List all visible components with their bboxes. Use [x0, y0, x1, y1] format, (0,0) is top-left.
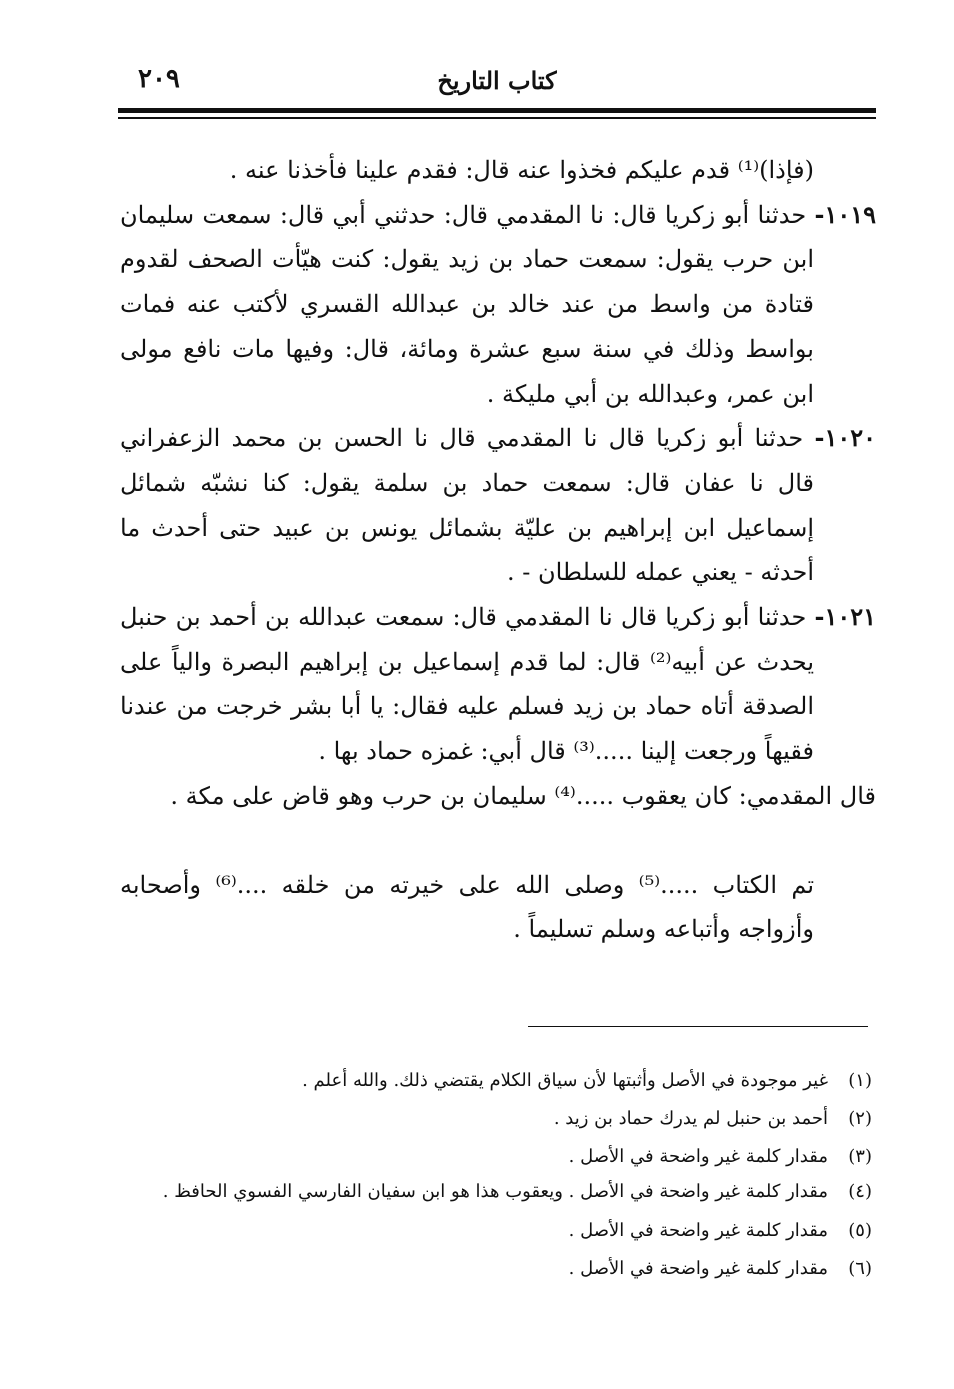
footnote-3 [110, 1138, 872, 1176]
footnote-1 [110, 1062, 872, 1100]
footnote-text: مقدار كلمة غير واضحة في الأصل . [568, 1146, 828, 1167]
closing-text: تم الكتاب .....⁽⁵⁾ وصلى الله على خيرته من خلقه ....⁽⁶⁾ وأصحابه وأزواجه وأتباعه وسلم تسليماً . [120, 870, 815, 944]
footnote-6 [110, 1250, 872, 1288]
footnote-number: (٢) [848, 1108, 872, 1129]
footnote-text: أحمد بن حنبل لم يدرك حماد بن زيد . [553, 1108, 828, 1129]
page-header [118, 64, 876, 100]
footnote-2 [110, 1100, 872, 1138]
page-number: ٢٠٩ [138, 64, 180, 94]
entry-text: حدثنا أبو زكريا قال نا المقدمي قال نا الحسن بن محمد الزعفراني قال نا عفان قال: سمعت حماد بن سلمة يقول: كنا نشبّه شمائل إسماعيل ابن إبراهيم بن عليّة بشمائل يونس بن عبيد حتى أحدث ما أحدثه - يعني عمله للسلطان - . [120, 424, 814, 587]
opening-line: (فإذا)⁽¹⁾ قدم عليكم فخذوا عنه قال: فقدم علينا فأخذنا عنه . [229, 156, 814, 184]
footnote-number: (١) [848, 1070, 872, 1091]
footnote-number: (٥) [848, 1220, 872, 1241]
footnote-number: (٣) [848, 1146, 872, 1167]
footnote-text: غير موجودة في الأصل وأثبتها لأن سياق الكلام يقتضي ذلك. والله أعلم . [302, 1070, 828, 1091]
running-title: كتاب التاريخ [437, 66, 557, 95]
entry-text: حدثنا أبو زكريا قال: نا المقدمي قال: حدثني أبي قال: سمعت سليمان ابن حرب يقول: سمعت حماد بن زيد يقول: كنت هيّأت الصحف لقدوم قتادة من واسط من عند خالد بن عبدالله القسري لأكتب عنه فمات بواسط وذلك في سنة سبع عشرة ومائة، قال: وفيها مات نافع مولى ابن عمر، وعبدالله بن أبي مليكة . [120, 200, 814, 408]
footnote-5 [110, 1212, 872, 1250]
footnote-number: (٤) [848, 1181, 872, 1202]
entry-number: ١٠٢١- [814, 602, 876, 632]
footnote-4 [110, 1176, 872, 1208]
after-entries-line: قال المقدمي: كان يعقوب .....⁽⁴⁾ سليمان بن حرب وهو قاض على مكة . [170, 781, 876, 810]
footnotes [110, 1062, 872, 1288]
footnote-text: مقدار كلمة غير واضحة في الأصل . [568, 1258, 828, 1279]
main-text [120, 148, 876, 952]
header-rule-thick [118, 108, 876, 113]
entry-1021 [120, 595, 876, 774]
footnote-text: مقدار كلمة غير واضحة في الأصل . [568, 1220, 828, 1241]
footnote-separator [528, 1026, 868, 1027]
entry-1019 [120, 193, 876, 417]
entry-text: حدثنا أبو زكريا قال نا المقدمي قال: سمعت عبدالله بن أحمد بن حنبل يحدث عن أبيه⁽²⁾ قال: لما قدم إسماعيل بن إبراهيم البصرة والياً على الصدقة أتاه حماد بن زيد فسلم عليه فقال: يا أبا بشر خرجت من عندنا فقيهاً ورجعت إلينا .....⁽³⁾ قال أبي: غمزه حماد بها . [120, 603, 814, 766]
entry-number: ١٠٢٠- [814, 423, 876, 453]
entry-1020 [120, 416, 876, 595]
header-rule-thin [118, 117, 876, 119]
footnote-text: مقدار كلمة غير واضحة في الأصل . ويعقوب هذا هو ابن سفيان الفارسي الفسوي الحافظ . [162, 1181, 828, 1202]
entry-number: ١٠١٩- [814, 199, 876, 229]
footnote-number: (٦) [848, 1258, 872, 1279]
